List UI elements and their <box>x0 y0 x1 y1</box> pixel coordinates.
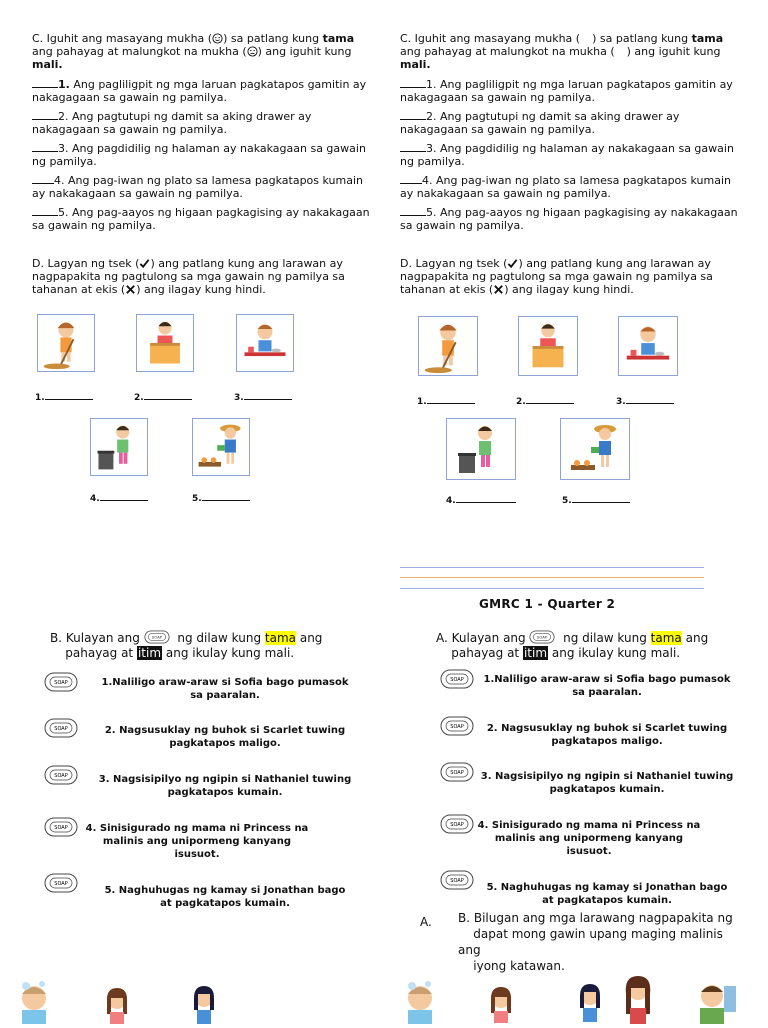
statement-2 <box>474 722 740 748</box>
answer-blank[interactable] <box>32 142 58 152</box>
soap-icon <box>44 873 78 893</box>
instruction-text: C. Iguhit ang masayang mukha ( <box>400 32 581 45</box>
girl-trash-icon <box>447 419 515 479</box>
answer-line[interactable] <box>526 396 574 404</box>
soap-label: SOAP <box>450 677 464 683</box>
woman-applying-makeup-icon <box>620 974 656 1024</box>
soap-answer-1[interactable] <box>440 669 474 689</box>
instruction-text: ) ang patlang kung ang larawan ay <box>150 257 343 270</box>
answer-blank[interactable] <box>32 174 54 184</box>
soap-icon <box>144 630 170 644</box>
label-number: 4. <box>446 496 456 506</box>
instruction-text: B. Bilugan ang mga larawang nagpapakita ng <box>458 911 733 925</box>
picture-child-at-table <box>136 314 194 372</box>
answer-line[interactable] <box>456 495 516 503</box>
soap-answer-5[interactable] <box>440 870 474 890</box>
list-marker: A. <box>420 915 432 929</box>
statement-3 <box>80 773 370 799</box>
soap-icon <box>529 630 555 644</box>
item-text: Ang pagtutupi ng damit sa aking drawer ay nakagagaan sa gawain ng pamilya. <box>32 110 312 136</box>
answer-blank[interactable] <box>400 78 426 88</box>
answer-line[interactable] <box>144 392 192 400</box>
soap-icon <box>44 672 78 692</box>
picture-girl-sweeping <box>418 316 478 376</box>
item-number: 2. <box>426 110 437 123</box>
label-number: 2. <box>516 397 526 407</box>
section-b-title <box>50 630 322 661</box>
title-text: ang ikulay kung mali. <box>165 646 295 660</box>
picture-girl-sweeping <box>37 314 95 372</box>
soap-answer-2[interactable] <box>440 716 474 736</box>
section-b-instruction <box>458 910 748 974</box>
answer-label-4[interactable] <box>90 493 148 504</box>
tama-word: tama <box>322 32 355 45</box>
mali-word: mali. <box>400 58 431 71</box>
instruction-text: ) ang iguhit kung <box>257 45 352 58</box>
tama-highlight: tama <box>264 631 297 645</box>
item-text: Ang pagliligpit ng mga laruan pagkatapos gamitin ay nakagagaan sa gawain ng pamilya. <box>400 78 733 104</box>
statement-line: 2. Nagsusuklay ng buhok si Scarlet tuwing <box>486 723 728 734</box>
answer-label-3[interactable] <box>616 396 674 407</box>
statement-line: at pagkatapos kumain. <box>160 898 290 909</box>
statement-1 <box>80 676 370 702</box>
tama-word: tama <box>691 32 724 45</box>
label-number: 2. <box>134 393 144 403</box>
statement-line: 3. Nagsisipilyo ng ngipin si Nathaniel tuwing <box>480 771 734 782</box>
figure-child-bathing[interactable] <box>400 978 440 1024</box>
title-text: pahayag at <box>65 646 134 660</box>
sad-face-icon <box>247 46 258 57</box>
section-c-item-3 <box>32 142 372 168</box>
section-d-instruction <box>32 257 372 296</box>
picture-girl-watering-plants <box>560 418 630 480</box>
happy-face-icon <box>212 33 223 44</box>
statement-line: 1.Naliligo araw-araw si Sofia bago pumasok <box>101 677 349 688</box>
soap-answer-1[interactable] <box>44 672 78 692</box>
item-number: 3. <box>58 142 69 155</box>
instruction-text: nagpapakita ng pagtulong sa mga gawain ng pamilya sa <box>32 270 345 283</box>
girl-watering-plants-icon <box>193 419 249 475</box>
child-brushing-teeth-icon <box>574 978 606 1024</box>
section-c-item-5 <box>32 206 372 232</box>
answer-label-2[interactable] <box>134 392 192 403</box>
item-number: 1. <box>426 78 437 91</box>
soap-label: SOAP <box>54 881 68 887</box>
soap-answer-3[interactable] <box>44 765 78 785</box>
answer-blank[interactable] <box>400 206 426 216</box>
instruction-text: D. Lagyan ng tsek ( <box>400 257 508 270</box>
section-d-instruction <box>400 257 740 296</box>
item-text: Ang pag-aayos ng higaan pagkagising ay nakakagaan sa gawain ng pamilya. <box>32 206 370 232</box>
x-mark-icon <box>125 284 136 295</box>
statement-4 <box>72 822 322 861</box>
statement-line: pagkatapos kumain. <box>167 787 283 798</box>
item-number: 5. <box>58 206 69 219</box>
statement-line: 5. Naghuhugas ng kamay si Jonathan bago <box>104 885 346 896</box>
answer-label-2[interactable] <box>516 396 574 407</box>
statement-5 <box>474 881 740 907</box>
instruction-text: D. Lagyan ng tsek ( <box>32 257 140 270</box>
title-text: B. Kulayan ang <box>50 631 140 645</box>
child-bathing-icon <box>14 978 54 1024</box>
title-text: A. Kulayan ang <box>436 631 526 645</box>
answer-label-1[interactable] <box>417 396 475 407</box>
answer-label-5[interactable] <box>192 493 250 504</box>
boy-washing-dishes-icon <box>237 315 293 371</box>
figure-child-brushing-teeth <box>188 982 220 1024</box>
soap-label: SOAP <box>450 770 464 776</box>
instruction-text: ) ang iguhit kung <box>626 45 721 58</box>
instruction-text: tahanan at ekis ( <box>32 283 126 296</box>
label-number: 3. <box>234 393 244 403</box>
section-c-instruction <box>400 32 740 71</box>
statement-5 <box>80 884 370 910</box>
answer-label-5[interactable] <box>562 495 630 506</box>
header-rule-orange <box>400 577 704 578</box>
soap-icon <box>44 718 78 738</box>
picture-girl-watering-plants <box>192 418 250 476</box>
item-text: Ang pagliligpit ng mga laruan pagkatapos gamitin ay nakagagaan sa gawain ng pamilya. <box>32 78 367 104</box>
statement-line: sa paaralan. <box>190 690 260 701</box>
section-c-item-4 <box>400 174 740 200</box>
instruction-text: tahanan at ekis ( <box>400 283 494 296</box>
answer-blank[interactable] <box>32 78 58 88</box>
statement-2 <box>80 724 370 750</box>
statement-line: pagkatapos maligo. <box>169 738 281 749</box>
section-c-item-4 <box>32 174 372 200</box>
itim-highlight: itim <box>523 646 548 660</box>
girl-trash-icon <box>91 419 147 475</box>
answer-blank[interactable] <box>400 110 426 120</box>
instruction-text: iyong katawan. <box>473 959 565 973</box>
figure-girl-brushing-hair[interactable] <box>484 982 518 1024</box>
item-number: 4. <box>422 174 433 187</box>
soap-label: SOAP <box>54 773 68 779</box>
section-c-item-2 <box>400 110 740 136</box>
label-number: 5. <box>192 494 202 504</box>
soap-answer-2[interactable] <box>44 718 78 738</box>
answer-line[interactable] <box>202 493 250 501</box>
figure-child-brushing-teeth[interactable] <box>574 978 606 1024</box>
soap-answer-3[interactable] <box>440 762 474 782</box>
label-number: 4. <box>90 494 100 504</box>
soap-icon <box>440 870 474 890</box>
answer-label-4[interactable] <box>446 495 516 506</box>
itim-highlight: itim <box>137 646 162 660</box>
soap-label: SOAP <box>54 726 68 732</box>
instruction-text: ang pahayag at malungkot na mukha ( <box>400 45 615 58</box>
section-c-item-1 <box>400 78 740 104</box>
label-number: 3. <box>616 397 626 407</box>
x-mark-icon <box>493 284 504 295</box>
section-c-item-1 <box>32 78 372 104</box>
label-number: 1. <box>35 393 45 403</box>
statement-line: malinis ang unipormeng kanyang <box>102 836 292 847</box>
soap-label: SOAP <box>450 878 464 884</box>
item-text: Ang pagtutupi ng damit sa aking drawer ay nakagagaan sa gawain ng pamilya. <box>400 110 680 136</box>
instruction-text: nagpapakita ng pagtulong sa mga gawain ng pamilya sa <box>400 270 713 283</box>
statement-line: 1.Naliligo araw-araw si Sofia bago pumasok <box>483 674 731 685</box>
statement-line: sa paaralan. <box>572 687 642 698</box>
soap-label: SOAP <box>537 634 548 640</box>
section-c-item-2 <box>32 110 372 136</box>
instruction-text: C. Iguhit ang masayang mukha ( <box>32 32 213 45</box>
child-brushing-teeth-icon <box>188 982 220 1024</box>
statement-line: at pagkatapos kumain. <box>542 895 672 906</box>
child-at-table-icon <box>137 315 193 371</box>
boy-with-towel-icon <box>692 978 738 1024</box>
figure-boy-with-towel[interactable] <box>692 978 738 1024</box>
soap-label: SOAP <box>151 634 162 640</box>
statement-line: pagkatapos kumain. <box>549 784 665 795</box>
soap-icon <box>440 762 474 782</box>
soap-label: SOAP <box>450 724 464 730</box>
section-a-title <box>436 630 708 661</box>
soap-answer-5[interactable] <box>44 873 78 893</box>
answer-blank[interactable] <box>400 174 422 184</box>
title-text: ang <box>685 631 709 645</box>
girl-brushing-hair-icon <box>100 984 134 1024</box>
statement-line: 2. Nagsusuklay ng buhok si Scarlet tuwing <box>104 725 346 736</box>
soap-icon <box>44 765 78 785</box>
picture-girl-trash <box>90 418 148 476</box>
soap-label: SOAP <box>450 822 464 828</box>
answer-line[interactable] <box>626 396 674 404</box>
instruction-text: ang pahayag at malungkot na mukha ( <box>32 45 247 58</box>
boy-washing-dishes-icon <box>619 317 677 375</box>
statement-line: 3. Nagsisipilyo ng ngipin si Nathaniel tuwing <box>98 774 352 785</box>
item-text: Ang pag-iwan ng plato sa lamesa pagkatapos kumain ay nakakagaan sa gawain ng pamilya. <box>400 174 731 200</box>
instruction-text: ) sa patlang kung <box>592 32 692 45</box>
tama-highlight: tama <box>650 631 682 645</box>
check-icon <box>139 258 150 269</box>
picture-girl-trash <box>446 418 516 480</box>
statement-3 <box>474 770 740 796</box>
child-bathing-icon <box>400 978 440 1024</box>
answer-label-3[interactable] <box>234 392 292 403</box>
instruction-text: ) ang ilagay kung hindi. <box>136 283 266 296</box>
girl-watering-plants-icon <box>561 419 629 479</box>
statement-line: 5. Naghuhugas ng kamay si Jonathan bago <box>486 882 728 893</box>
answer-line[interactable] <box>45 392 93 400</box>
answer-line[interactable] <box>244 392 292 400</box>
item-number: 4. <box>54 174 65 187</box>
answer-blank[interactable] <box>32 206 58 216</box>
picture-child-at-table <box>518 316 578 376</box>
item-text: Ang pagdidilig ng halaman ay nakakagaan sa gawain ng pamilya. <box>32 142 366 168</box>
instruction-text: ) ang ilagay kung hindi. <box>504 283 634 296</box>
header-rule-blue <box>400 567 704 568</box>
answer-blank[interactable] <box>400 142 426 152</box>
soap-icon <box>440 669 474 689</box>
title-text: ng dilaw kung <box>177 631 262 645</box>
statement-1 <box>474 673 740 699</box>
title-text: pahayag at <box>451 646 520 660</box>
label-number: 5. <box>562 496 572 506</box>
soap-answer-4[interactable] <box>440 814 474 834</box>
child-at-table-icon <box>519 317 577 375</box>
item-text: Ang pagdidilig ng halaman ay nakakagaan sa gawain ng pamilya. <box>400 142 734 168</box>
soap-icon <box>440 814 474 834</box>
statement-line: pagkatapos maligo. <box>551 736 663 747</box>
section-c-instruction <box>32 32 372 71</box>
statement-line: isusuot. <box>174 849 220 860</box>
item-number: 5. <box>426 206 437 219</box>
answer-label-1[interactable] <box>35 392 93 403</box>
header-rule-blue <box>400 588 704 589</box>
mali-word: mali. <box>32 58 63 71</box>
soap-icon <box>440 716 474 736</box>
statement-line: 4. Sinisigurado ng mama ni Princess na <box>85 823 309 834</box>
item-number: 2. <box>58 110 69 123</box>
page-header: GMRC 1 - Quarter 2 <box>479 597 616 611</box>
statement-4 <box>470 819 708 858</box>
figure-woman-applying-makeup[interactable] <box>620 974 656 1024</box>
item-text: Ang pag-aayos ng higaan pagkagising ay nakakagaan sa gawain ng pamilya. <box>400 206 738 232</box>
soap-label: SOAP <box>54 680 68 686</box>
title-text: ang ikulay kung mali. <box>551 646 681 660</box>
soap-label: SOAP <box>54 825 68 831</box>
item-number: 3. <box>426 142 437 155</box>
instruction-text: dapat mong gawin upang maging malinis ang <box>458 927 723 957</box>
answer-blank[interactable] <box>32 110 58 120</box>
item-number: 1. <box>58 78 70 91</box>
title-text: ng dilaw kung <box>563 631 647 645</box>
statement-line: malinis ang unipormeng kanyang <box>494 833 684 844</box>
statement-line: 4. Sinisigurado ng mama ni Princess na <box>477 820 701 831</box>
girl-sweeping-icon <box>38 315 94 371</box>
picture-boy-washing-dishes <box>618 316 678 376</box>
check-icon <box>507 258 518 269</box>
statement-line: isusuot. <box>566 846 612 857</box>
instruction-text: ) sa patlang kung <box>223 32 323 45</box>
label-number: 1. <box>417 397 427 407</box>
answer-line[interactable] <box>427 396 475 404</box>
section-c-item-3 <box>400 142 740 168</box>
figure-child-bathing <box>14 978 54 1024</box>
picture-boy-washing-dishes <box>236 314 294 372</box>
answer-line[interactable] <box>572 495 630 503</box>
girl-sweeping-icon <box>419 317 477 375</box>
girl-brushing-hair-icon <box>484 982 518 1024</box>
answer-line[interactable] <box>100 493 148 501</box>
item-text: Ang pag-iwan ng plato sa lamesa pagkatapos kumain ay nakakagaan sa gawain ng pamilya. <box>32 174 363 200</box>
instruction-text: ) ang patlang kung ang larawan ay <box>518 257 711 270</box>
figure-girl-brushing-hair <box>100 984 134 1024</box>
section-c-item-5 <box>400 206 740 232</box>
title-text: ang <box>299 631 323 645</box>
